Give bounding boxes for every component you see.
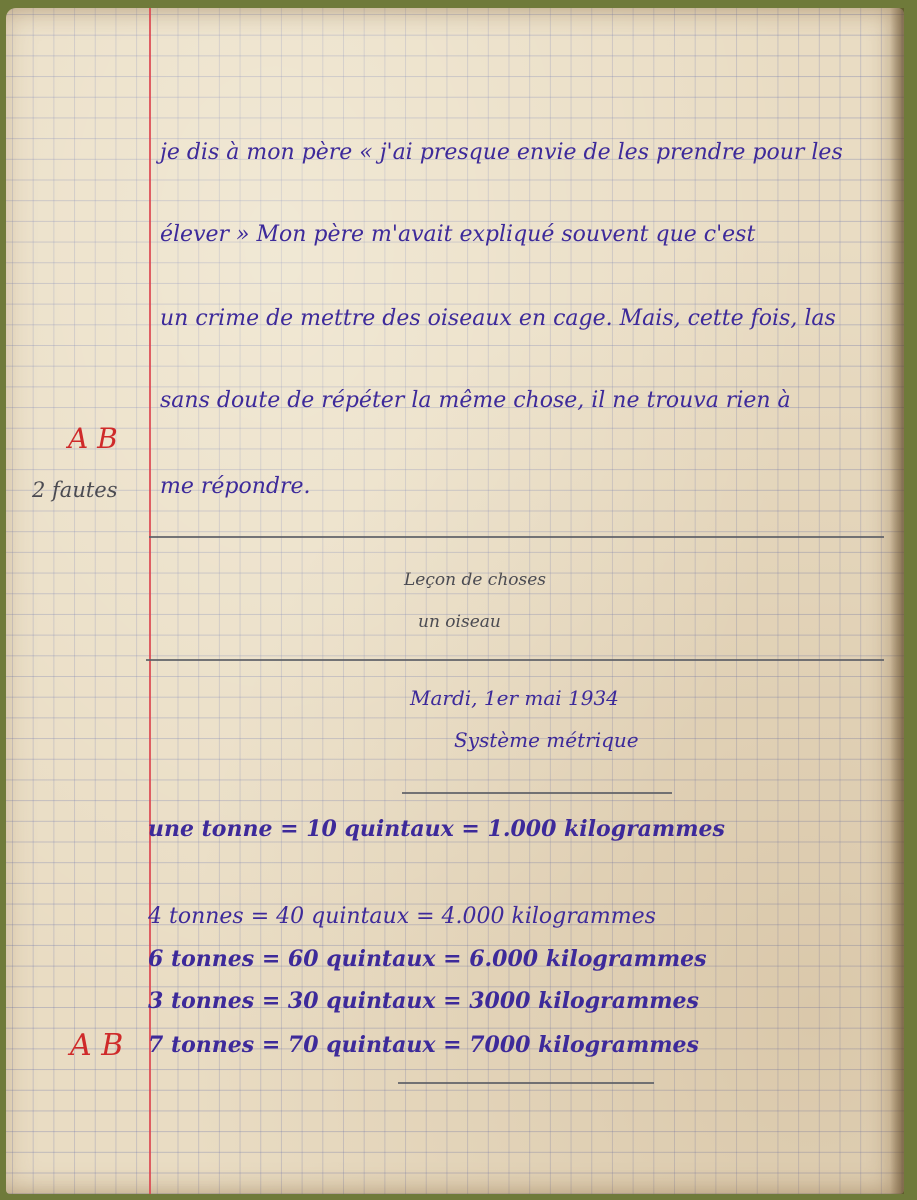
section-divider-1 (149, 536, 884, 538)
grade-mark-bottom: A B (70, 1028, 124, 1063)
metric-date: Mardi, 1er mai 1934 (410, 686, 619, 710)
page-binding-shadow (890, 8, 904, 1194)
end-underline (398, 1082, 654, 1084)
metric-title: Système métrique (454, 728, 639, 752)
lesson-subject: un oiseau (418, 612, 501, 632)
red-margin-line (149, 8, 151, 1194)
section-divider-2 (146, 659, 884, 661)
metric-line-4: 3 tonnes = 30 quintaux = 3000 kilogrammes (148, 988, 699, 1014)
dictation-line-3: un crime de mettre des oiseaux en cage. Mais, cette fois, las (160, 306, 836, 331)
notebook-page (6, 8, 904, 1194)
metric-line-1: une tonne = 10 quintaux = 1.000 kilogrammes (148, 816, 725, 842)
dictation-line-4: sans doute de répéter la même chose, il ne trouva rien à (160, 388, 791, 413)
metric-line-3: 6 tonnes = 60 quintaux = 6.000 kilogrammes (148, 946, 707, 972)
dictation-line-1: je dis à mon père « j'ai presque envie de les prendre pour les (160, 140, 843, 165)
title-underline (402, 792, 672, 794)
faults-note: 2 fautes (32, 478, 118, 502)
lesson-title: Leçon de choses (404, 570, 547, 590)
dictation-line-2: élever » Mon père m'avait expliqué souvent que c'est (160, 222, 756, 247)
dictation-line-5: me répondre. (160, 474, 311, 499)
grade-mark-top: A B (68, 422, 118, 455)
metric-line-5: 7 tonnes = 70 quintaux = 7000 kilogrammes (148, 1032, 699, 1058)
metric-line-2: 4 tonnes = 40 quintaux = 4.000 kilogrammes (148, 904, 656, 929)
